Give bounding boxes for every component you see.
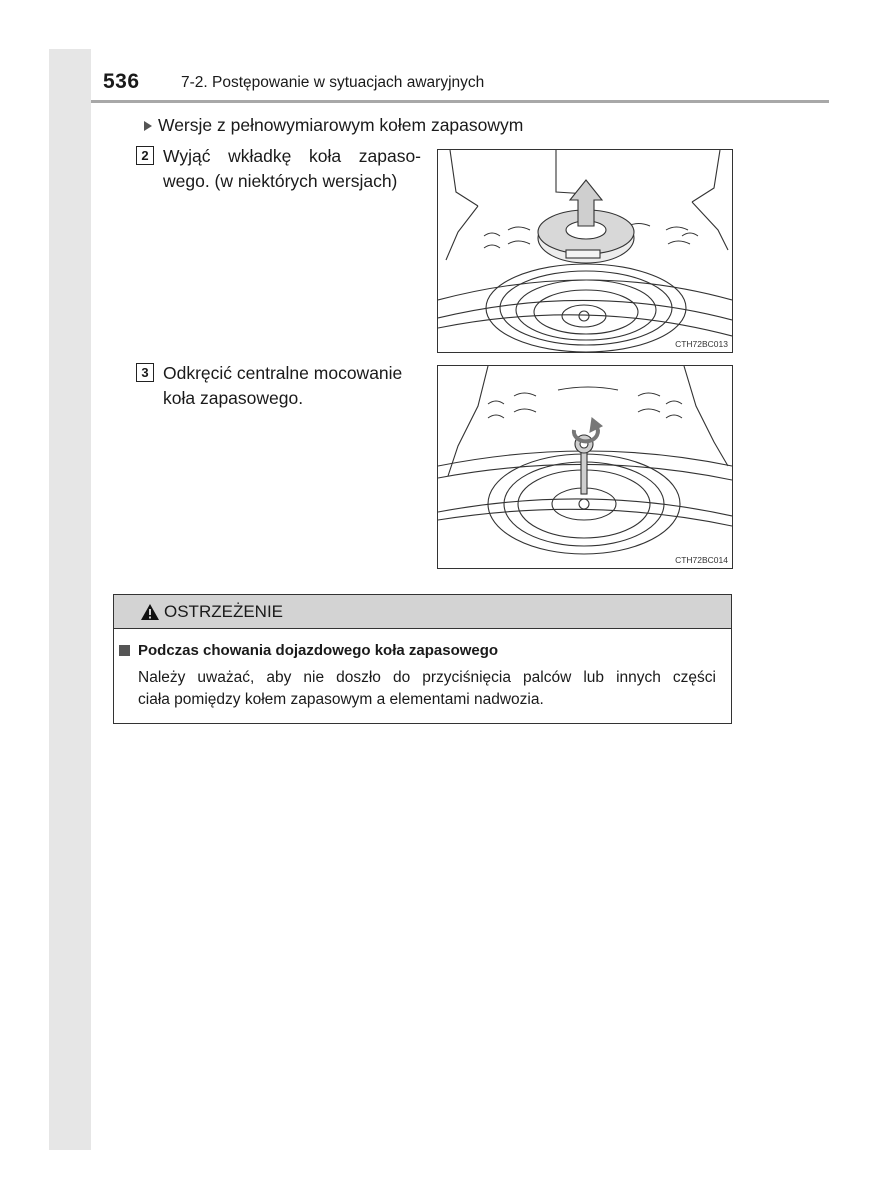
step-number-badge: 2 [136, 146, 154, 165]
warning-triangle-icon [140, 603, 160, 621]
page-number: 536 [103, 70, 140, 93]
step-text-line: Odkręcić centralne mocowanie [163, 363, 403, 383]
illustration-remove-insert [437, 149, 733, 353]
triangle-right-icon [144, 121, 152, 131]
warning-box [113, 594, 732, 724]
image-code: CTH72BC013 [675, 339, 728, 349]
step-text [163, 361, 421, 411]
step-2 [136, 144, 426, 204]
warning-body [138, 667, 716, 711]
warning-subheading-text: Podczas chowania dojazdowego koła zapasowego [138, 642, 499, 659]
step-text [163, 144, 421, 194]
step-number-badge: 3 [136, 363, 154, 382]
square-bullet-icon [119, 645, 130, 656]
variant-heading [144, 115, 523, 136]
warning-title: OSTRZEŻENIE [164, 601, 284, 621]
section-title: 7-2. Postępowanie w sytuacjach awaryjnych [181, 74, 485, 91]
warning-subheading [119, 642, 498, 659]
image-code: CTH72BC014 [675, 555, 728, 565]
warning-body-line: ciała pomiędzy kołem zapasowym a elementami nadwozia. [138, 691, 544, 708]
variant-heading-text: Wersje z pełnowymiarowym kołem zapasowym [158, 115, 524, 135]
warning-header [114, 595, 731, 629]
illustration-unscrew-mount [437, 365, 733, 569]
header-divider [91, 100, 829, 103]
step-text-line: koła zapasowego. [163, 388, 304, 408]
step-text-line: wego. (w niektórych wersjach) [163, 171, 398, 191]
step-text-line: Wyjąć wkładkę koła zapaso- [163, 146, 421, 166]
side-tab-strip [49, 49, 91, 1150]
warning-body-line: Należy uważać, aby nie doszło do przyciśnięcia palców lub innych części [138, 669, 716, 686]
step-3 [136, 361, 426, 421]
